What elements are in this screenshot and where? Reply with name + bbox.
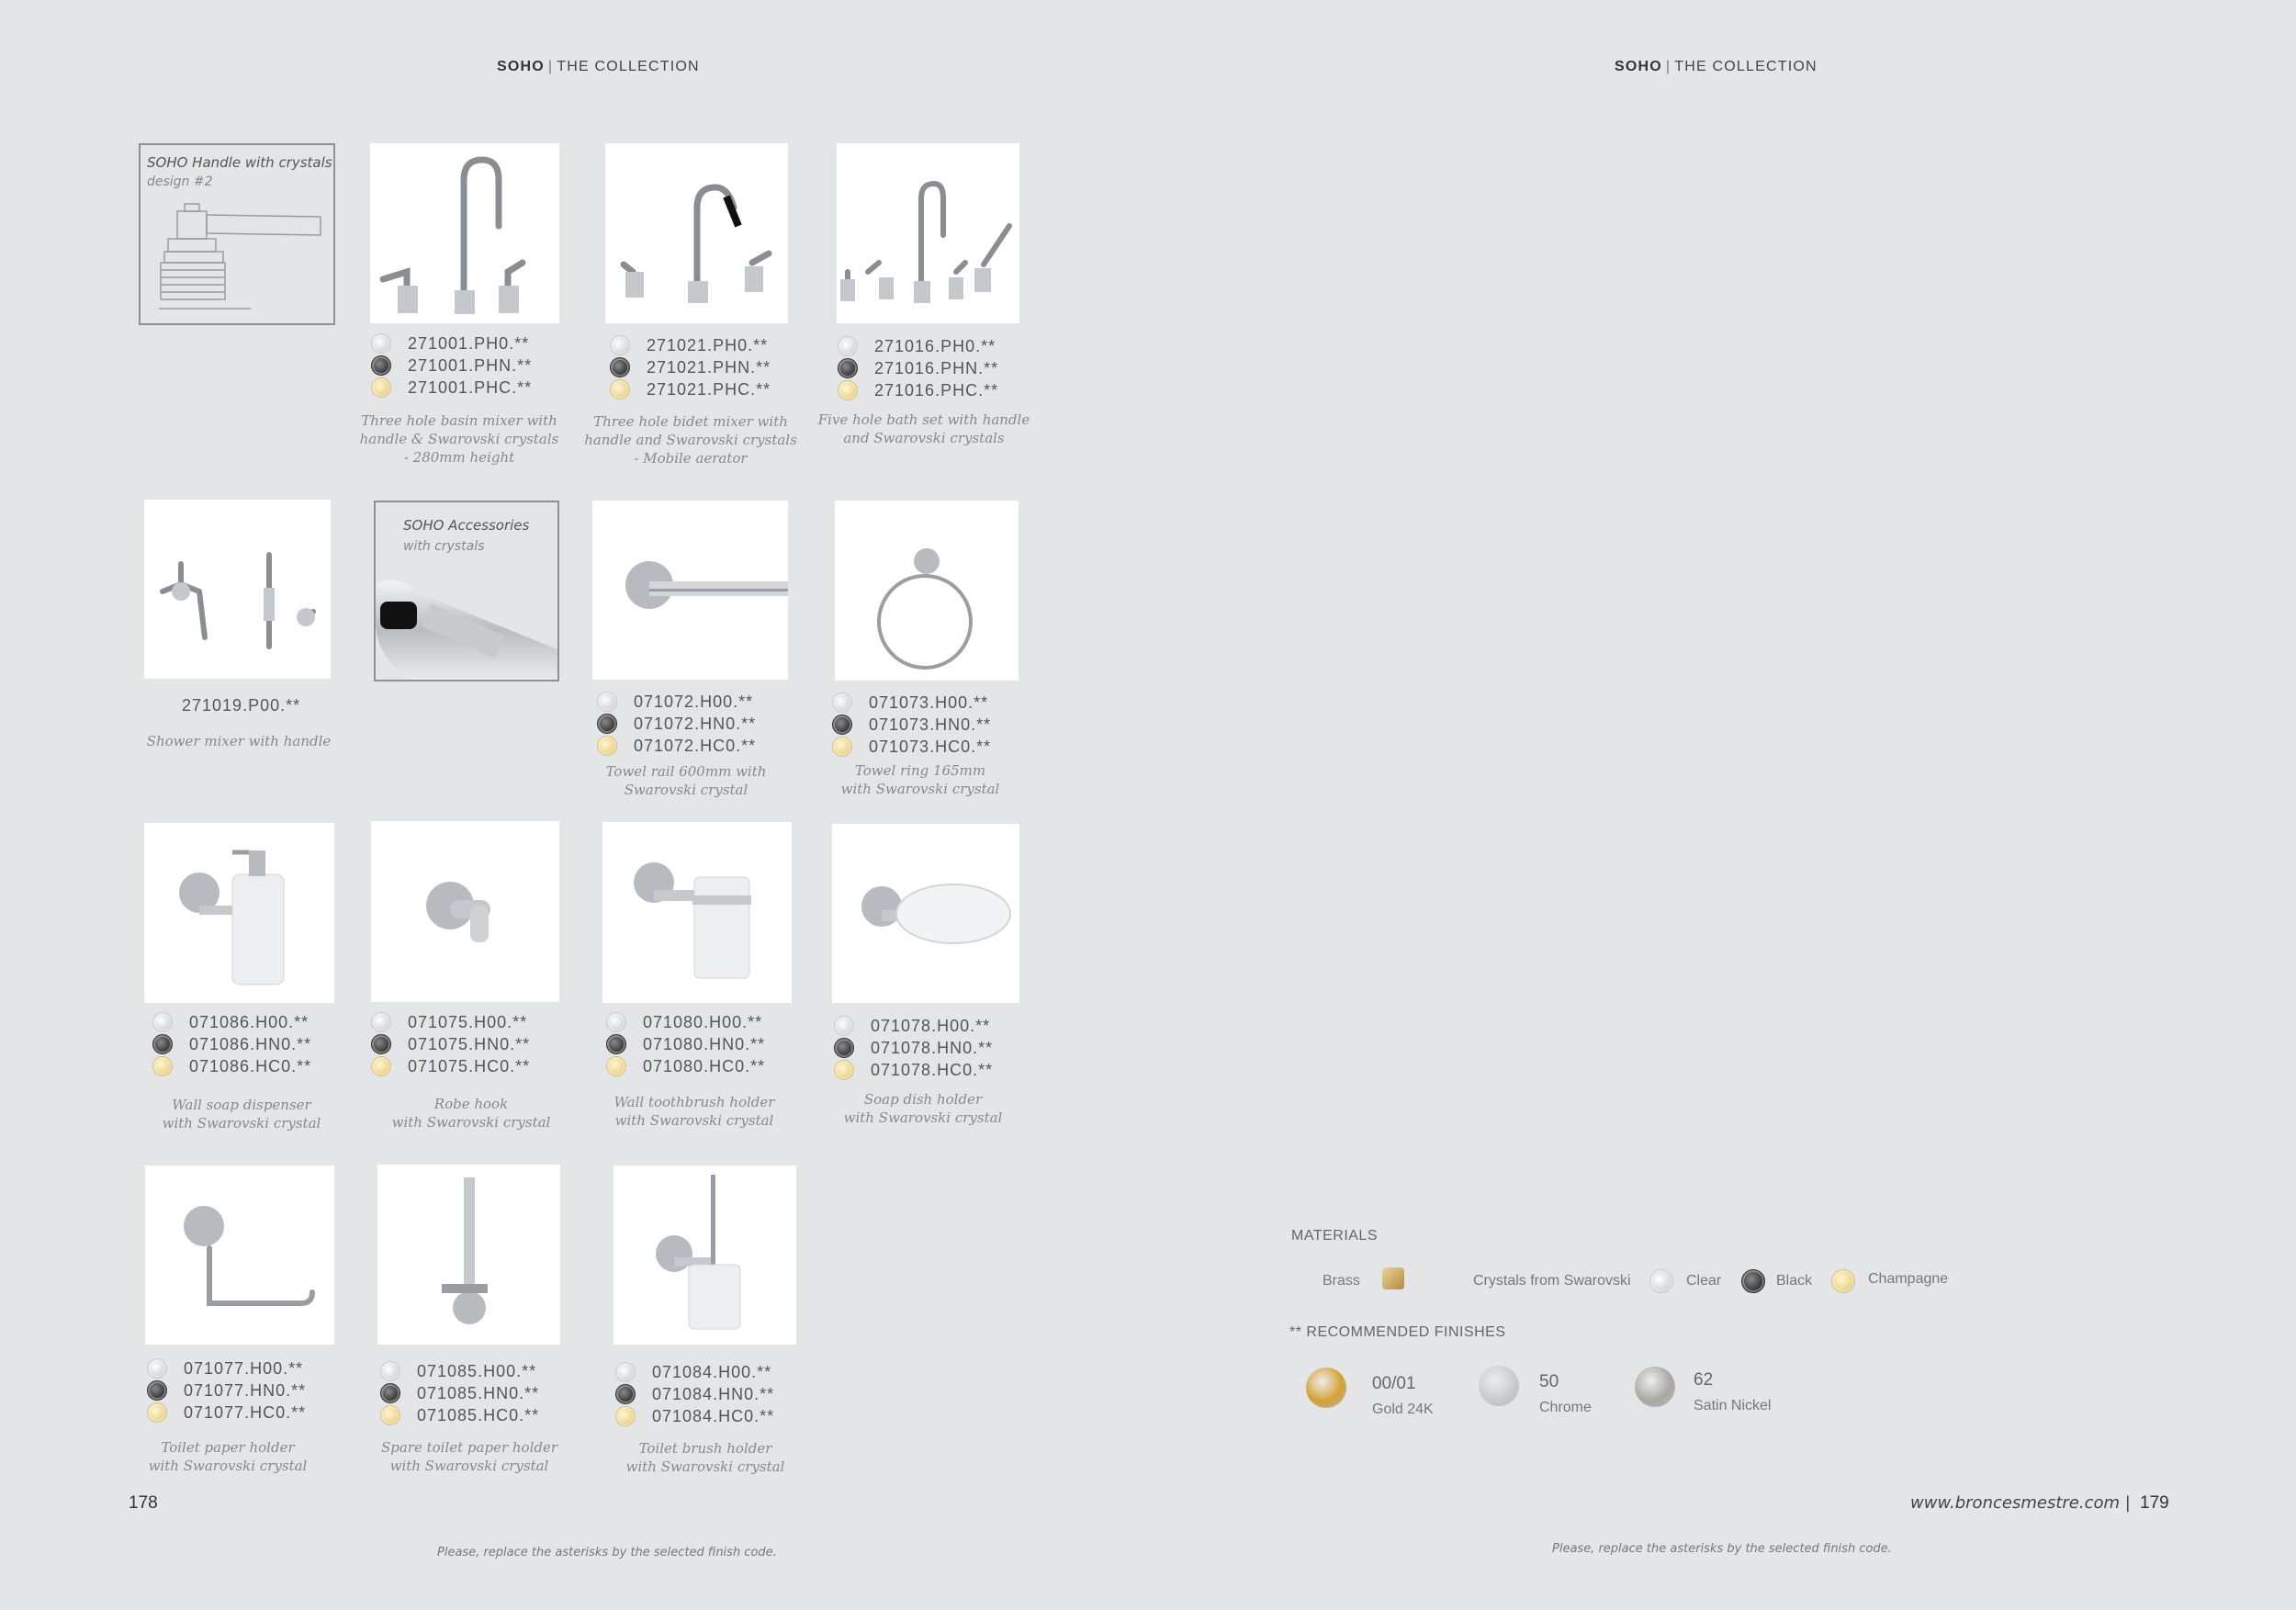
desc-line: Three hole basin mixer with [361, 412, 557, 429]
champagne-crystal-icon [832, 737, 852, 757]
clear-crystal-icon [1649, 1269, 1673, 1293]
champagne-crystal-icon [838, 380, 858, 400]
product-code: 271021.PHN.** [647, 357, 771, 377]
desc-line: Shower mixer with handle [146, 733, 332, 749]
black-crystal-icon [371, 1034, 391, 1054]
desc-basin-mixer [349, 411, 569, 467]
desc-line: Swarovski crystal [624, 782, 748, 798]
product-code: 071073.HC0.** [869, 737, 992, 756]
desc-towel-rail [576, 762, 796, 799]
clear-crystal-icon [371, 1012, 391, 1032]
product-code: 071080.H00.** [643, 1012, 763, 1031]
black-crystal-icon [615, 1384, 636, 1404]
product-code: 071075.HC0.** [408, 1056, 531, 1075]
desc-line: with Swarovski crystal [614, 1112, 774, 1129]
product-code: 271016.PHC.** [874, 380, 999, 400]
gold-finish-swatch [1306, 1368, 1346, 1408]
product-code: 071077.H00.** [184, 1358, 304, 1378]
basin-mixer-icon [370, 143, 559, 323]
product-code: 271016.PHN.** [874, 358, 999, 377]
black-crystal-icon [1741, 1269, 1765, 1293]
satin-nickel-finish-swatch [1635, 1367, 1675, 1407]
desc-line: Soap dish holder [863, 1091, 983, 1108]
accessory-closeup-icon [376, 567, 557, 680]
header-right [1615, 59, 1818, 75]
handle-drawing-icon [141, 191, 333, 323]
product-code: 071085.HC0.** [417, 1405, 540, 1424]
clear-crystal-icon [152, 1012, 173, 1032]
champagne-crystal-icon [371, 1056, 391, 1076]
product-code: 071078.HC0.** [871, 1060, 994, 1079]
desc-line: with Swarovski crystal [843, 1109, 1003, 1126]
product-photo-soap-dispenser [144, 823, 334, 1003]
product-code: 071086.HC0.** [189, 1056, 312, 1075]
product-code: 271016.PH0.** [874, 336, 996, 355]
codes-towel-rail [597, 691, 756, 757]
black-crystal-icon [152, 1034, 173, 1054]
codes-soap-dish [834, 1015, 993, 1081]
champagne-crystal-icon [597, 736, 617, 756]
product-photo-bidet-mixer [605, 143, 788, 323]
spare-paper-holder-icon [377, 1165, 560, 1345]
champagne-crystal-icon [615, 1406, 636, 1426]
product-code: 071086.H00.** [189, 1012, 310, 1031]
product-code: 071084.HC0.** [652, 1406, 775, 1425]
desc-line: Towel rail 600mm with [605, 763, 767, 780]
towel-rail-icon [592, 501, 788, 680]
desc-line: handle and Swarovski crystals [584, 432, 797, 448]
desc-line: with Swarovski crystal [840, 781, 1000, 797]
product-code: 071075.HN0.** [408, 1034, 531, 1053]
desc-line: Robe hook [433, 1096, 509, 1112]
codes-bath-set [838, 335, 998, 401]
black-crystal-icon [838, 358, 858, 378]
champagne-label: Champagne [1868, 1271, 1949, 1287]
product-code: 071072.H00.** [634, 692, 754, 711]
product-code: 071077.HN0.** [184, 1380, 307, 1400]
toilet-brush-holder-icon [613, 1165, 796, 1345]
finish-name: Gold 24K [1372, 1402, 1434, 1417]
product-photo-robe-hook [371, 821, 559, 1002]
codes-basin-mixer [371, 332, 532, 399]
clear-crystal-icon [838, 336, 858, 356]
finish-code: 50 [1539, 1372, 1559, 1391]
product-code: 071073.HN0.** [869, 715, 992, 734]
toothbrush-holder-icon [602, 822, 792, 1003]
codes-toilet-paper-holder [147, 1357, 306, 1424]
soap-dispenser-icon [144, 823, 334, 1003]
desc-line: Five hole bath set with handle [817, 411, 1030, 428]
bath-set-icon [837, 143, 1019, 323]
product-photo-toothbrush-holder [602, 822, 792, 1003]
product-code: 271021.PHC.** [647, 379, 771, 399]
product-code: 071085.H00.** [417, 1361, 537, 1380]
header-separator: | [1665, 59, 1671, 74]
product-code: 071080.HN0.** [643, 1034, 766, 1053]
black-crystal-icon [147, 1380, 167, 1401]
product-code: 071078.H00.** [871, 1016, 991, 1035]
finish-code: 00/01 [1372, 1374, 1416, 1393]
desc-line: and Swarovski crystals [843, 430, 1005, 446]
clear-crystal-icon [606, 1012, 626, 1032]
codes-bidet-mixer [610, 334, 771, 400]
accessories-box-title: SOHO Accessories [403, 517, 530, 534]
desc-line: handle & Swarovski crystals [359, 431, 559, 447]
header-brand: SOHO [1615, 59, 1662, 74]
desc-soap-dispenser [131, 1096, 352, 1132]
desc-line: Wall soap dispenser [172, 1097, 311, 1113]
desc-towel-ring [810, 761, 1030, 798]
footer-note-right: Please, replace the asterisks by the selected finish code. [1552, 1542, 1892, 1556]
product-photo-spare-paper-holder [377, 1165, 560, 1345]
website-url [1910, 1493, 2131, 1513]
handle-design-box [139, 143, 335, 325]
champagne-crystal-icon [610, 379, 630, 400]
header-left [497, 59, 700, 75]
desc-line: - Mobile aerator [634, 450, 748, 467]
handle-box-subtitle: design #2 [147, 175, 213, 189]
desc-line: Toilet paper holder [161, 1439, 295, 1456]
towel-ring-icon [835, 501, 1019, 681]
crystals-label: Crystals from Swarovski [1473, 1273, 1631, 1289]
page-number-right: 179 [2140, 1493, 2169, 1513]
product-code: 071073.H00.** [869, 692, 989, 712]
desc-line: with Swarovski crystal [389, 1458, 549, 1474]
product-code: 271001.PHC.** [408, 377, 533, 397]
black-crystal-icon [834, 1038, 854, 1058]
desc-line: with Swarovski crystal [391, 1114, 551, 1131]
desc-robe-hook [361, 1095, 581, 1132]
clear-crystal-icon [597, 692, 617, 712]
clear-crystal-icon [380, 1361, 400, 1381]
codes-soap-dispenser [152, 1011, 311, 1077]
page-number-left: 178 [129, 1493, 158, 1513]
header-title: THE COLLECTION [1674, 59, 1818, 74]
accessories-box-subtitle: with crystals [403, 539, 485, 554]
accessories-box [374, 501, 559, 681]
chrome-finish-swatch [1479, 1366, 1519, 1406]
codes-robe-hook [371, 1011, 530, 1077]
champagne-crystal-icon [380, 1405, 400, 1425]
header-title: THE COLLECTION [557, 59, 700, 74]
black-crystal-icon [380, 1383, 400, 1403]
codes-spare-paper-holder [380, 1360, 539, 1426]
product-code: 071075.H00.** [408, 1012, 528, 1031]
toilet-paper-holder-icon [145, 1165, 334, 1345]
header-brand: SOHO [497, 59, 545, 74]
product-code: 071077.HC0.** [184, 1402, 307, 1422]
product-photo-toilet-brush-holder [613, 1165, 796, 1345]
desc-toothbrush-holder [584, 1093, 805, 1130]
clear-label: Clear [1686, 1273, 1722, 1289]
desc-bath-set [814, 411, 1034, 447]
desc-toilet-paper-holder [118, 1438, 338, 1475]
url-text: www.broncesmestre.com [1910, 1493, 2121, 1513]
footer-note-left: Please, replace the asterisks by the selected finish code. [437, 1546, 777, 1559]
product-code: 271001.PHN.** [408, 355, 533, 375]
product-code: 071072.HN0.** [634, 714, 757, 733]
champagne-crystal-icon [371, 377, 391, 398]
desc-spare-paper-holder [359, 1438, 580, 1475]
codes-towel-ring [832, 692, 991, 758]
champagne-crystal-icon [152, 1056, 173, 1076]
finish-code: 62 [1694, 1370, 1714, 1390]
product-photo-basin-mixer [370, 143, 559, 323]
recommended-finishes-title: ** RECOMMENDED FINISHES [1289, 1324, 1506, 1340]
black-crystal-icon [610, 357, 630, 377]
desc-line: Toilet brush holder [638, 1440, 772, 1457]
product-code: 271021.PH0.** [647, 335, 769, 355]
product-photo-towel-rail [592, 501, 788, 680]
desc-line: with Swarovski crystal [148, 1458, 308, 1474]
finish-name: Chrome [1539, 1400, 1592, 1415]
handle-box-title: SOHO Handle with crystals [147, 154, 332, 171]
product-code: 071086.HN0.** [189, 1034, 312, 1053]
desc-line: Three hole bidet mixer with [593, 413, 788, 430]
clear-crystal-icon [834, 1016, 854, 1036]
black-crystal-icon [371, 355, 391, 376]
clear-crystal-icon [615, 1362, 636, 1382]
product-photo-soap-dish [832, 824, 1019, 1003]
desc-soap-dish [813, 1090, 1033, 1127]
product-code: 071084.H00.** [652, 1362, 772, 1381]
product-code: 071072.HC0.** [634, 736, 757, 755]
clear-crystal-icon [147, 1358, 167, 1379]
champagne-crystal-icon [834, 1060, 854, 1080]
desc-line: Spare toilet paper holder [380, 1439, 558, 1456]
product-code: 271019.P00.** [182, 696, 301, 715]
brass-swatch-icon [1382, 1267, 1404, 1289]
shower-mixer-icon [144, 500, 331, 679]
desc-toilet-brush-holder [595, 1439, 816, 1476]
product-photo-toilet-paper-holder [145, 1165, 334, 1345]
product-photo-towel-ring [835, 501, 1019, 681]
black-crystal-icon [606, 1034, 626, 1054]
black-label: Black [1776, 1273, 1813, 1289]
robe-hook-icon [371, 821, 559, 1002]
champagne-crystal-icon [1831, 1269, 1855, 1293]
desc-line: Towel ring 165mm [854, 762, 986, 779]
clear-crystal-icon [610, 335, 630, 355]
black-crystal-icon [832, 715, 852, 735]
clear-crystal-icon [832, 692, 852, 713]
product-code: 271001.PH0.** [408, 333, 530, 353]
header-separator: | [547, 59, 554, 74]
clear-crystal-icon [371, 333, 391, 354]
product-code: 071078.HN0.** [871, 1038, 994, 1057]
product-code: 071080.HC0.** [643, 1056, 766, 1075]
product-photo-shower-mixer [144, 500, 331, 679]
codes-toothbrush-holder [606, 1011, 765, 1077]
desc-shower-mixer [129, 732, 349, 750]
champagne-crystal-icon [147, 1402, 167, 1423]
soap-dish-icon [832, 824, 1019, 1003]
bidet-mixer-icon [605, 143, 788, 323]
finish-name: Satin Nickel [1694, 1398, 1772, 1413]
champagne-crystal-icon [606, 1056, 626, 1076]
desc-line: with Swarovski crystal [162, 1115, 321, 1132]
desc-line: - 280mm height [403, 449, 515, 466]
materials-title: MATERIALS [1291, 1228, 1378, 1244]
product-photo-bath-set [837, 143, 1019, 323]
desc-line: Wall toothbrush holder [613, 1094, 775, 1110]
black-crystal-icon [597, 714, 617, 734]
brass-label: Brass [1322, 1273, 1360, 1289]
desc-line: with Swarovski crystal [625, 1458, 785, 1475]
desc-bidet-mixer [580, 412, 801, 467]
codes-toilet-brush-holder [615, 1361, 774, 1427]
product-code: 071085.HN0.** [417, 1383, 540, 1402]
product-code: 071084.HN0.** [652, 1384, 775, 1403]
url-separator: | [2124, 1493, 2131, 1513]
